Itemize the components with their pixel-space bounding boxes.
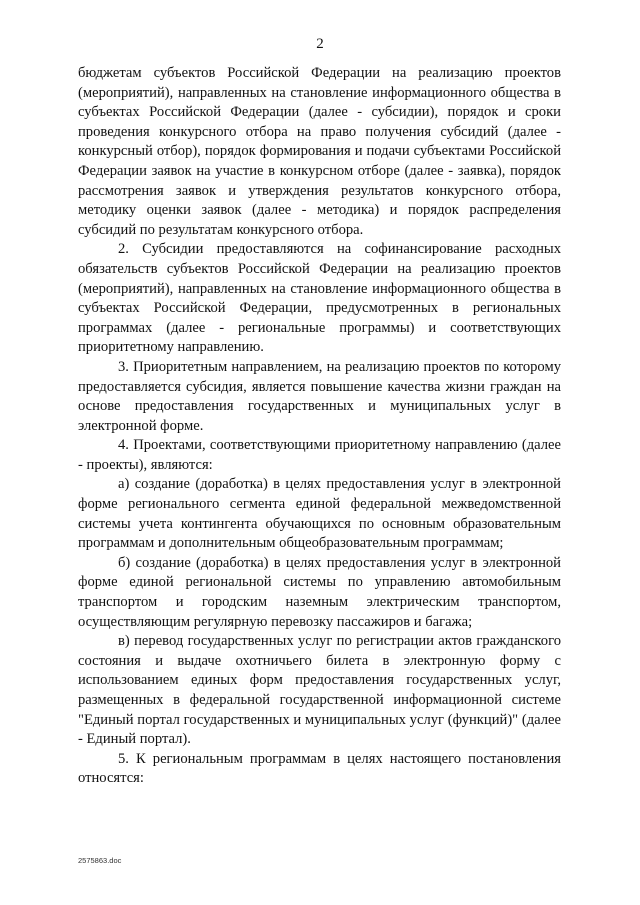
- document-body: [78, 64, 561, 789]
- paragraph-continuation: бюджетам субъектов Российской Федерации на реализацию проектов (мероприятий), направленных на становление информационного общества в субъектах Российской Федерации (далее - субсидии), порядок и сроки проведения конкурсного отбора на право получения субсидий (далее - конкурсный отбор), порядок формирования и подачи субъектами Российской Федерации заявок на участие в конкурсном отборе (далее - заявка), порядок рассмотрения заявок и утверждения результатов конкурсного отбора, методику оценки заявок (далее - методика) и порядок распределения субсидий по результатам конкурсного отбора.: [78, 65, 561, 238]
- paragraph-2: 2. Субсидии предоставляются на софинансирование расходных обязательств субъектов Российской Федерации на реализацию проектов (мероприятий), направленных на становление информационного общества в субъектах Российской Федерации, предусмотренных в региональных программах (далее - региональные программы) и соответствующих приоритетному направлению.: [78, 241, 561, 356]
- footer-filename: 2575863.doc: [78, 856, 122, 865]
- paragraph-4b: б) создание (доработка) в целях предоставления услуг в электронной форме единой региональной системы по управлению автомобильным транспортом и городским наземным электрическим транспортом, осуществляющим регулярную перевозку пассажиров и багажа;: [78, 554, 561, 630]
- paragraph-4a: а) создание (доработка) в целях предоставления услуг в электронной форме регионального сегмента единой федеральной межведомственной системы учета контингента обучающихся по основным образовательным программам и дополнительным общеобразовательным программам;: [78, 476, 561, 552]
- paragraph-4v: в) перевод государственных услуг по регистрации актов гражданского состояния и выдаче охотничьего билета в электронную форму с использованием единых форм предоставления государственных услуг, размещенных в федеральной государственной информационной системе "Единый портал государственных и муниципальных услуг (функций)" (далее - Единый портал).: [78, 633, 561, 748]
- paragraph-4: 4. Проектами, соответствующими приоритетному направлению (далее - проекты), являются:: [78, 437, 561, 473]
- paragraph-3: 3. Приоритетным направлением, на реализацию проектов по которому предоставляется субсидия, является повышение качества жизни граждан на основе предоставления государственных и муниципальных услуг в электронной форме.: [78, 358, 561, 434]
- page-number: 2: [316, 36, 324, 52]
- paragraph-5: 5. К региональным программам в целях настоящего постановления относятся:: [78, 750, 561, 787]
